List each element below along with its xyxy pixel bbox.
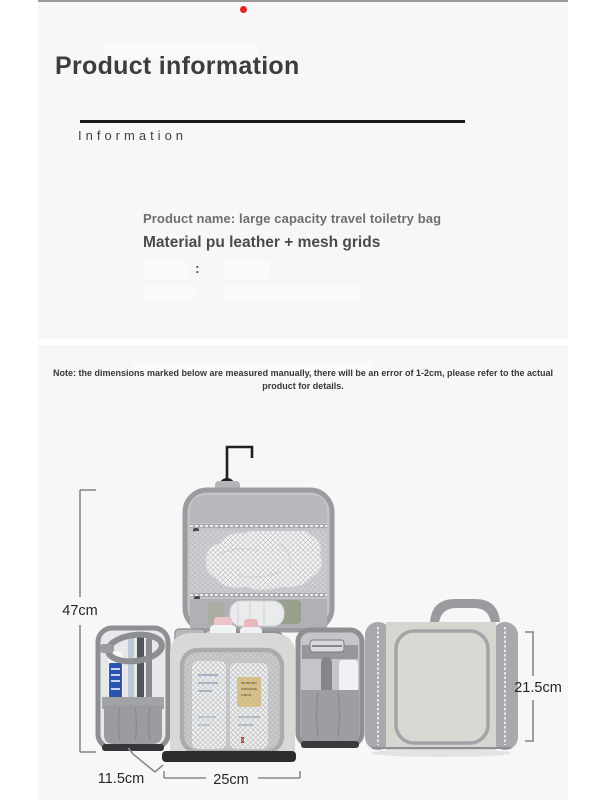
right-pouch <box>298 630 362 748</box>
open-height-dimension <box>62 490 97 752</box>
main-compartment <box>162 617 296 762</box>
closed-height-dimension <box>514 632 562 741</box>
side-depth-label: 11.5cm <box>97 771 145 787</box>
red-dot-indicator <box>240 6 247 13</box>
page-title: Product information <box>55 52 300 80</box>
product-material-line: Material pu leather + mesh grids <box>143 234 381 251</box>
product-information-section <box>38 0 568 339</box>
product-name-line: Product name: large capacity travel toiletry bag <box>143 211 442 226</box>
dimensions-section <box>38 345 568 800</box>
closed-bag <box>365 599 518 757</box>
section-label: Information <box>78 128 188 143</box>
placeholder-highlight <box>225 285 360 300</box>
placeholder-highlight <box>143 286 197 300</box>
hanging-flap <box>185 481 332 630</box>
bottom-width-dimension <box>164 771 300 788</box>
side-depth-dimension <box>98 748 163 787</box>
measurement-note: Note: the dimensions marked below are measured manually, there will be an error of 1-2cm, please refer to the actual product for details. <box>53 368 553 391</box>
title-divider <box>80 120 465 123</box>
product-extra-colon: : <box>195 260 200 276</box>
closed-height-label: 21.5cm <box>514 680 562 696</box>
product-dimensions-illustration <box>38 345 568 800</box>
left-pouch <box>98 628 168 751</box>
open-height-label: 47cm <box>62 603 98 619</box>
bottom-width-label: 25cm <box>213 772 249 788</box>
placeholder-highlight <box>223 260 270 279</box>
placeholder-highlight <box>143 260 189 280</box>
